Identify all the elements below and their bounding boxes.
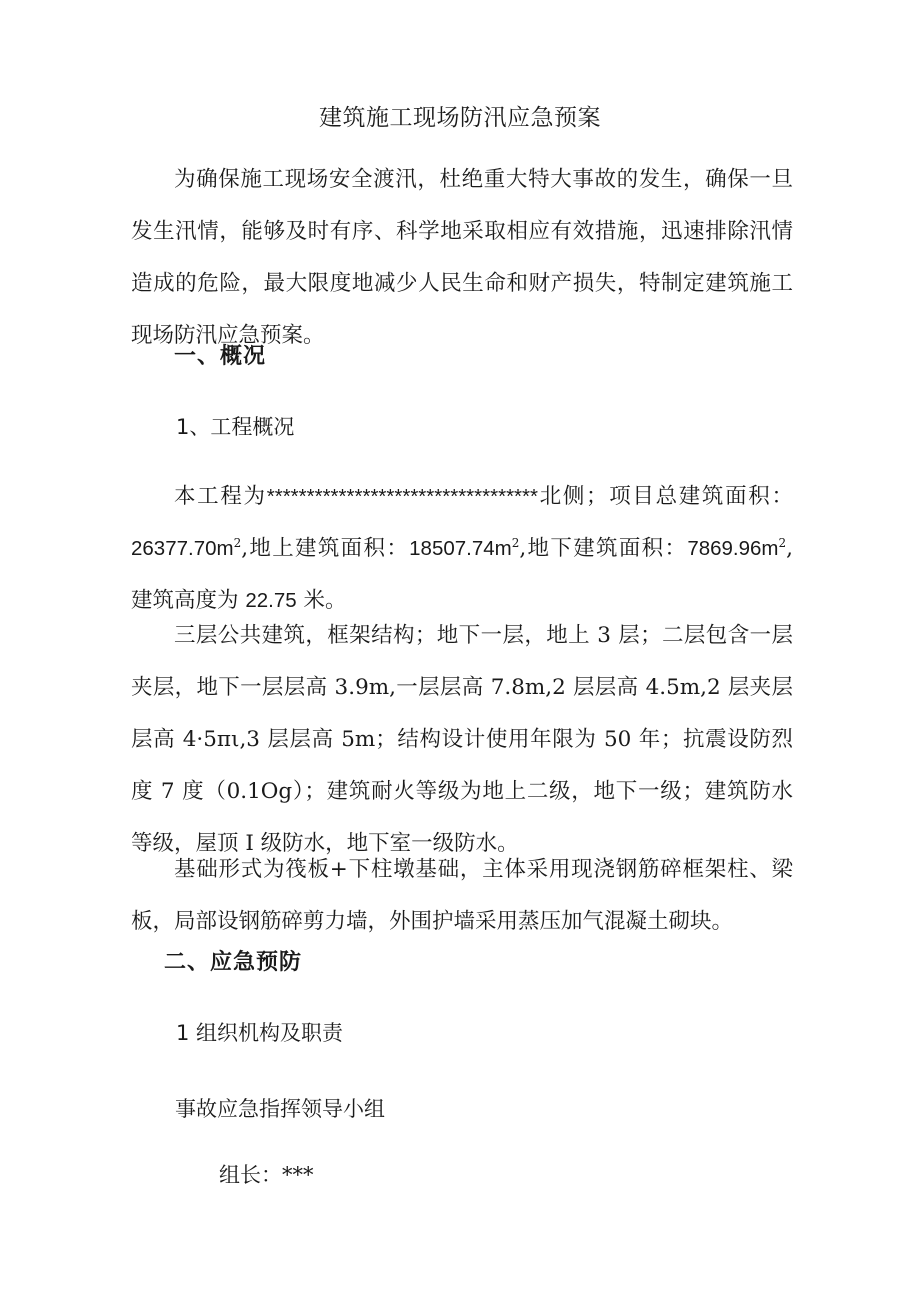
section-heading-emergency-prevention: 二、应急预防 [164, 950, 303, 975]
superscript: 2 [511, 535, 520, 550]
group-leader-line: 组长：*** [219, 1163, 314, 1187]
subsection-heading-project-overview: 1、工程概况 [176, 415, 295, 439]
superscript: 2 [778, 535, 787, 550]
structure-paragraph: 三层公共建筑，框架结构；地下一层，地上 3 层；二层包含一层夹层，地下一层层高 3.9m,一层层高 7.8m,2 层层高 4.5m,2 层夹层层高 4·5πι,3 层层高 5m；结构设计使用年限为 50 年；抗震设防烈度 7 度（0.1Og）；建筑耐火等级为地上二级，地下一级；建筑防水等级，屋顶 I 级防水，地下室一级防水。 [131, 623, 793, 856]
leadership-group-label: 事故应急指挥领导小组 [175, 1097, 385, 1121]
text-segment: ,地上建筑面积： [241, 536, 410, 561]
building-height-value: 22.75 [245, 589, 297, 612]
text-segment: 米。 [303, 588, 347, 613]
text-segment: 本工程为 [174, 484, 267, 509]
foundation-paragraph: 基础形式为筏板+下柱墩基础，主体采用现浇钢筋碎框架柱、梁板，局部设钢筋碎剪力墙，外围护墙采用蒸压加气混凝土砌块。 [131, 857, 793, 934]
text-segment: 北侧；项目总建筑面积： [537, 484, 793, 509]
section-heading-overview: 一、概况 [174, 344, 267, 369]
project-area-paragraph [131, 471, 793, 627]
masked-location: ********************************** [266, 485, 538, 508]
intro-paragraph: 为确保施工现场安全渡汛，杜绝重大特大事故的发生，确保一旦发生汛情，能够及时有序、科学地采取相应有效措施，迅速排除汛情造成的危险，最大限度地减少人民生命和财产损失，特制定建筑施工现场防汛应急预案。 [131, 167, 793, 348]
document-title: 建筑施工现场防汛应急预案 [319, 105, 601, 131]
text-segment: ,建筑高度为 [131, 536, 793, 613]
below-ground-area-value: 7869.96m [687, 537, 779, 560]
text-segment: ,地下建筑面积： [519, 536, 688, 561]
superscript: 2 [233, 535, 242, 550]
total-area-value: 26377.70m [131, 537, 234, 560]
subsection-heading-organization: 1 组织机构及职责 [176, 1021, 344, 1045]
above-ground-area-value: 18507.74m [409, 537, 512, 560]
